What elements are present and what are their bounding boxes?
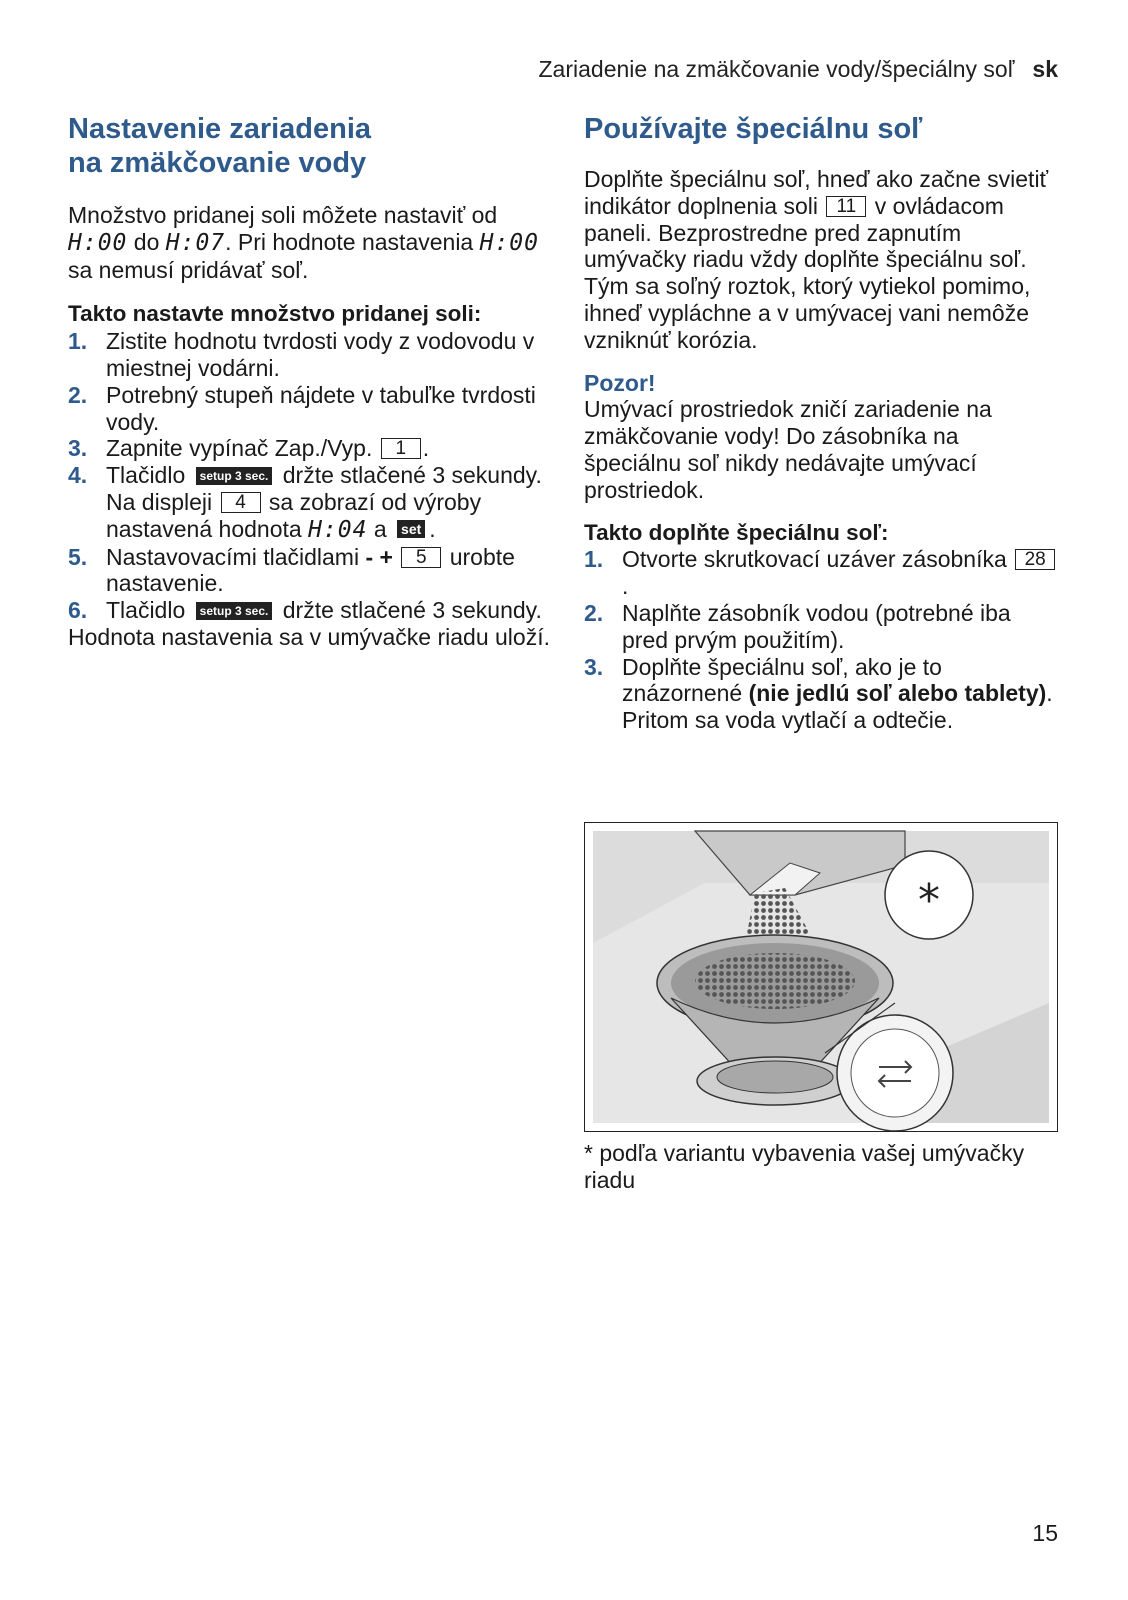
intro-paragraph [68, 202, 550, 283]
intro-text-a: Množstvo pridanej soli môžete nastaviť od [68, 202, 498, 228]
step-text-end: . [422, 435, 430, 462]
page-number: 15 [1032, 1520, 1058, 1546]
setup-button-label: setup 3 sec. [196, 602, 273, 620]
bold-note: (nie jedlú soľ alebo tablety) [748, 680, 1047, 707]
lcd-value-min: H:00 [68, 229, 128, 256]
step-number: 2. [584, 599, 604, 626]
setup-button-label: setup 3 sec. [196, 467, 273, 485]
list-item [584, 546, 1062, 600]
intro-text-d: sa nemusí pridávať soľ. [68, 256, 309, 283]
step-number: 2. [68, 381, 88, 408]
step-text-end: držte stlačené 3 sekundy. [276, 462, 542, 489]
step-text-end: urobte nastavenie. [106, 543, 515, 597]
step-text: Nastavovacími tlačidlami [106, 543, 366, 570]
step-text-end: . [429, 515, 436, 542]
step-number: 5. [68, 543, 88, 570]
step-text: Naplňte zásobník vodou (potrebné iba pred prvým použitím). [622, 599, 1011, 653]
display-reference-box: 4 [221, 492, 261, 513]
salt-intro-paragraph [584, 166, 1062, 354]
header-title: Zariadenie na zmäkčovanie vody/špeciálny soľ [538, 56, 1015, 82]
lcd-value-max: H:07 [165, 229, 226, 256]
step-text-end: držte stlačené 3 sekundy. [276, 597, 542, 624]
list-item [584, 654, 1062, 734]
list-item [68, 462, 550, 543]
step-text-line2-mid: sa zobrazí od výroby nastavená hodnota [106, 488, 482, 542]
subheading-fill-salt: Takto doplňte špeciálnu soľ: [584, 519, 889, 545]
step-text-end: . [1046, 680, 1053, 707]
set-indicator-label: set [397, 520, 425, 538]
left-column [68, 112, 550, 651]
section-heading-special-salt: Používajte špeciálnu soľ [584, 113, 923, 145]
step-number: 1. [584, 546, 604, 573]
step-number: 1. [68, 328, 88, 355]
salt-intro-b: v ovládacom paneli. Bezprostredne pred zapnutím umývačky riadu vždy doplňte špeciálnu soľ. Tým sa soľný roztok, ktorý vytiekol pomimo, ihneď vypláchne a v umývacej vani nemôže vzniknúť korózia. [584, 192, 1031, 353]
step-number: 6. [68, 597, 88, 624]
heading-line-1: Nastavenie zariadenia [68, 113, 372, 145]
lcd-value-zero: H:00 [479, 229, 539, 256]
list-item [584, 600, 1062, 654]
section-heading-softener [68, 112, 550, 180]
step-text: Otvorte skrutkovací uzáver zásobníka [622, 546, 1014, 573]
salt-intro-a: Doplňte špeciálnu soľ, hneď ako začne svietiť indikátor doplnenia soli [584, 166, 1049, 219]
button-reference-box: 1 [381, 438, 421, 459]
outro-paragraph: Hodnota nastavenia sa v umývačke riadu uloží. [68, 623, 550, 650]
language-code: sk [1032, 56, 1058, 82]
list-item [68, 597, 550, 624]
step-text-and: a [367, 515, 394, 542]
step-text: Doplňte špeciálnu soľ, ako je to znázornené [622, 653, 942, 707]
step-number: 3. [68, 435, 88, 462]
running-header [539, 56, 1059, 83]
variant-marker: * [918, 875, 940, 926]
plus-minus-keys: - + [365, 543, 393, 570]
lcd-value-default: H:04 [308, 516, 368, 543]
list-item [68, 328, 550, 382]
steps-list-right [584, 546, 1062, 734]
warning-title: Pozor! [584, 369, 656, 396]
step-text-line2: Pritom sa voda vytlačí a odtečie. [622, 707, 954, 734]
step-number: 3. [584, 653, 604, 680]
button-reference-box: 5 [401, 547, 441, 568]
step-text: Tlačidlo [106, 597, 192, 624]
step-text-line2: Na displeji [106, 488, 219, 515]
footnote: * podľa variantu vybavenia vašej umývačky riadu [584, 1140, 1025, 1193]
list-item [68, 544, 550, 598]
subheading-set-salt: Takto nastavte množstvo pridanej soli: [68, 301, 482, 327]
salt-funnel-illustration [584, 822, 1058, 1132]
list-item [68, 435, 550, 462]
step-text: Tlačidlo [106, 462, 192, 489]
step-text: Zapnite vypínač Zap./Vyp. [106, 435, 379, 462]
funnel-drawing [585, 823, 1057, 1131]
steps-list-left [68, 328, 550, 624]
heading-line-2: na zmäkčovanie vody [68, 147, 367, 179]
intro-text-b: do [127, 228, 166, 255]
indicator-reference-box: 11 [826, 196, 866, 217]
warning-text: Umývací prostriedok zničí zariadenie na zmäkčovanie vody! Do zásobníka na špeciálnu soľ nikdy nedávajte umývací prostriedok. [584, 396, 992, 503]
step-text-end: . [622, 573, 629, 600]
step-text: Potrebný stupeň nájdete v tabuľke tvrdosti vody. [106, 381, 536, 435]
figure-reference-box: 28 [1015, 549, 1055, 570]
step-number: 4. [68, 462, 88, 489]
right-column [584, 112, 1062, 734]
list-item [68, 382, 550, 436]
intro-text-c: . Pri hodnote nastavenia [225, 228, 480, 255]
step-text: Zistite hodnotu tvrdosti vody z vodovodu v miestnej vodárni. [106, 328, 535, 381]
